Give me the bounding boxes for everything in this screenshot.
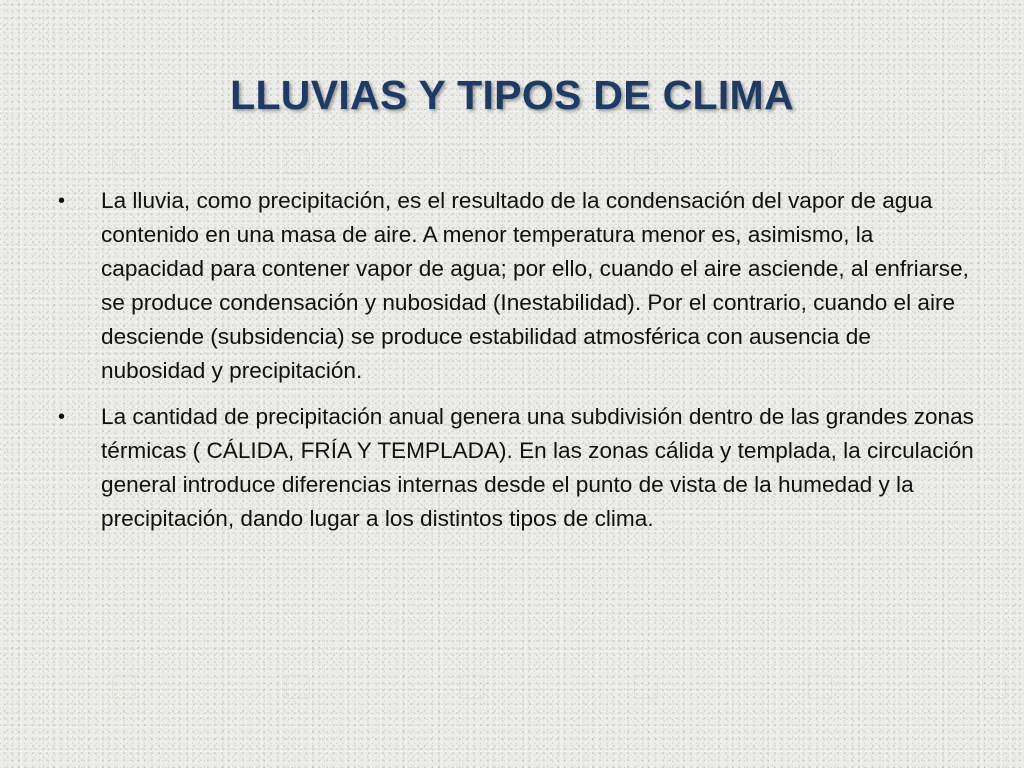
background-ornament xyxy=(112,150,136,174)
background-ornament xyxy=(982,150,1006,174)
background-ornament xyxy=(286,150,310,174)
bullet-marker: • xyxy=(58,190,66,212)
background-ornament xyxy=(112,675,136,699)
background-ornament xyxy=(634,675,658,699)
bullet-text: La lluvia, como precipitación, es el resultado de la condensación del vapor de agua contenido en una masa de aire. A menor temperatura menor es, asimismo, la capacidad para contener vapor de agua; por ello, cuando el aire asciende, al enfriarse, se produce condensación y nubosidad (Inestabilidad). Por el contrario, cuando el aire desciende (subsidencia) se produce estabilidad atmosférica con ausencia de nubosidad y precipitación. xyxy=(101,188,969,383)
background-ornament xyxy=(808,150,832,174)
bullet-item xyxy=(58,184,976,388)
background-ornament xyxy=(808,675,832,699)
background-ornament xyxy=(286,675,310,699)
background-ornament xyxy=(460,150,484,174)
bullet-marker: • xyxy=(58,406,66,428)
background-ornament xyxy=(982,675,1006,699)
slide-title: LLUVIAS Y TIPOS DE CLIMA xyxy=(230,72,794,118)
bullet-list xyxy=(58,184,976,548)
bullet-item xyxy=(58,400,976,536)
background-ornament xyxy=(460,675,484,699)
bullet-text: La cantidad de precipitación anual genera una subdivisión dentro de las grandes zonas térmicas ( CÁLIDA, FRÍA Y TEMPLADA). En las zonas cálida y templada, la circulación general introduce diferencias internas desde el punto de vista de la humedad y la precipitación, dando lugar a los distintos tipos de clima. xyxy=(101,404,974,531)
background-ornament xyxy=(634,150,658,174)
